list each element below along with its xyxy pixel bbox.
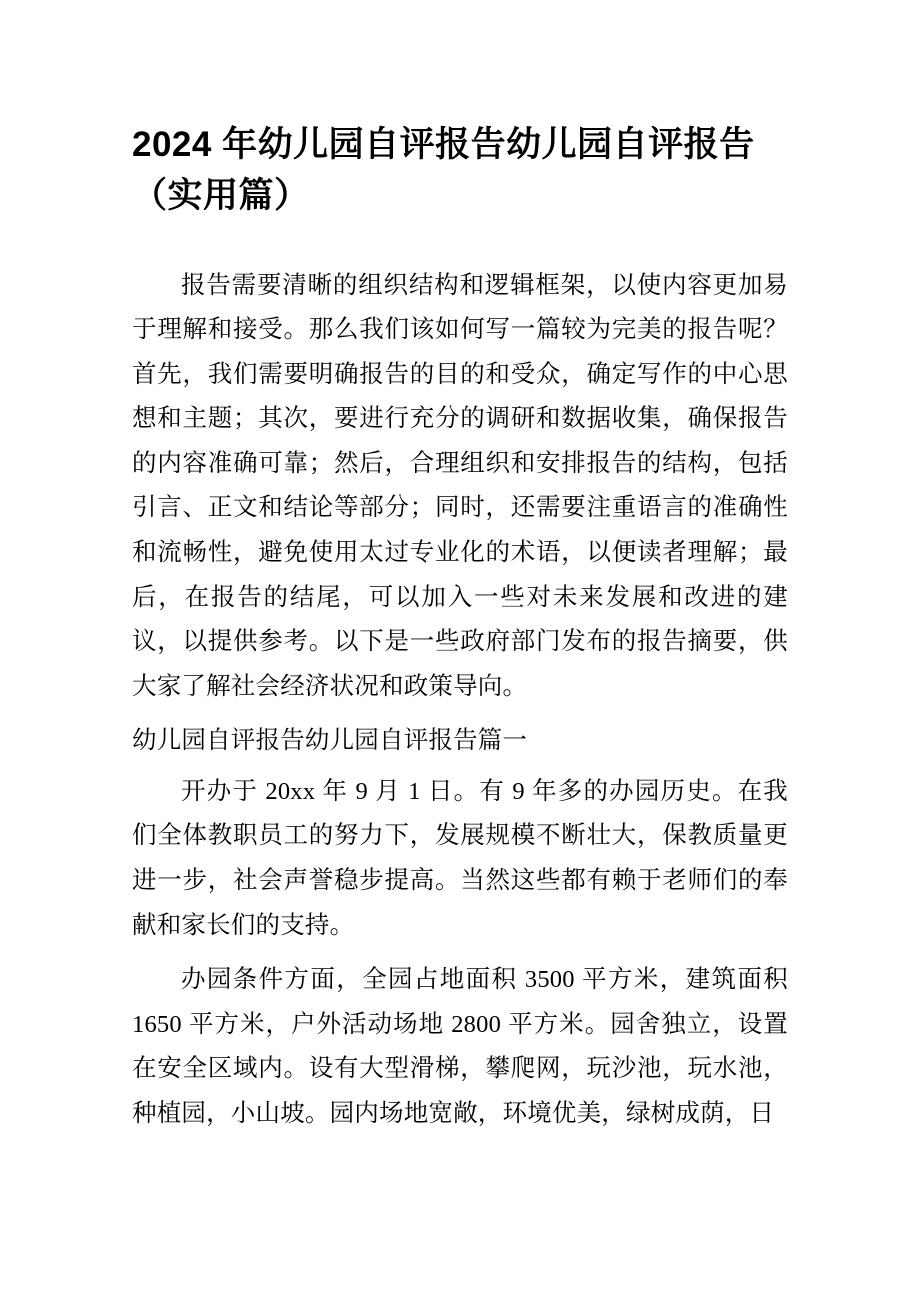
- page-title: 2024 年幼儿园自评报告幼儿园自评报告（实用篇）: [132, 125, 755, 215]
- paragraph-body-1: 开办于 20xx 年 9 月 1 日。有 9 年多的办园历史。在我们全体教职员工的努力下，发展规模不断壮大，保教质量更进一步，社会声誉稳步提高。当然这些都有赖于老师们的奉献和家长们的支持。: [132, 777, 788, 939]
- paragraph-body-2: 办园条件方面，全园占地面积 3500 平方米，建筑面积 1650 平方米，户外活动场地 2800 平方米。园舍独立，设置在安全区域内。设有大型滑梯，攀爬网，玩沙池，玩水池，种植园，小山坡。园内场地宽敞，环境优美，绿树成荫，日: [132, 966, 788, 1127]
- section-heading: 幼儿园自评报告幼儿园自评报告篇一: [132, 727, 528, 755]
- paragraph-intro: 报告需要清晰的组织结构和逻辑框架，以使内容更加易于理解和接受。那么我们该如何写一篇较为完美的报告呢？首先，我们需要明确报告的目的和受众，确定写作的中心思想和主题；其次，要进行充分的调研和数据收集，确保报告的内容准确可靠；然后，合理组织和安排报告的结构，包括引言、正文和结论等部分；同时，还需要注重语言的准确性和流畅性，避免使用太过专业化的术语，以便读者理解；最后，在报告的结尾，可以加入一些对未来发展和改进的建议，以提供参考。以下是一些政府部门发布的报告摘要，供大家了解社会经济状况和政策导向。: [132, 271, 788, 700]
